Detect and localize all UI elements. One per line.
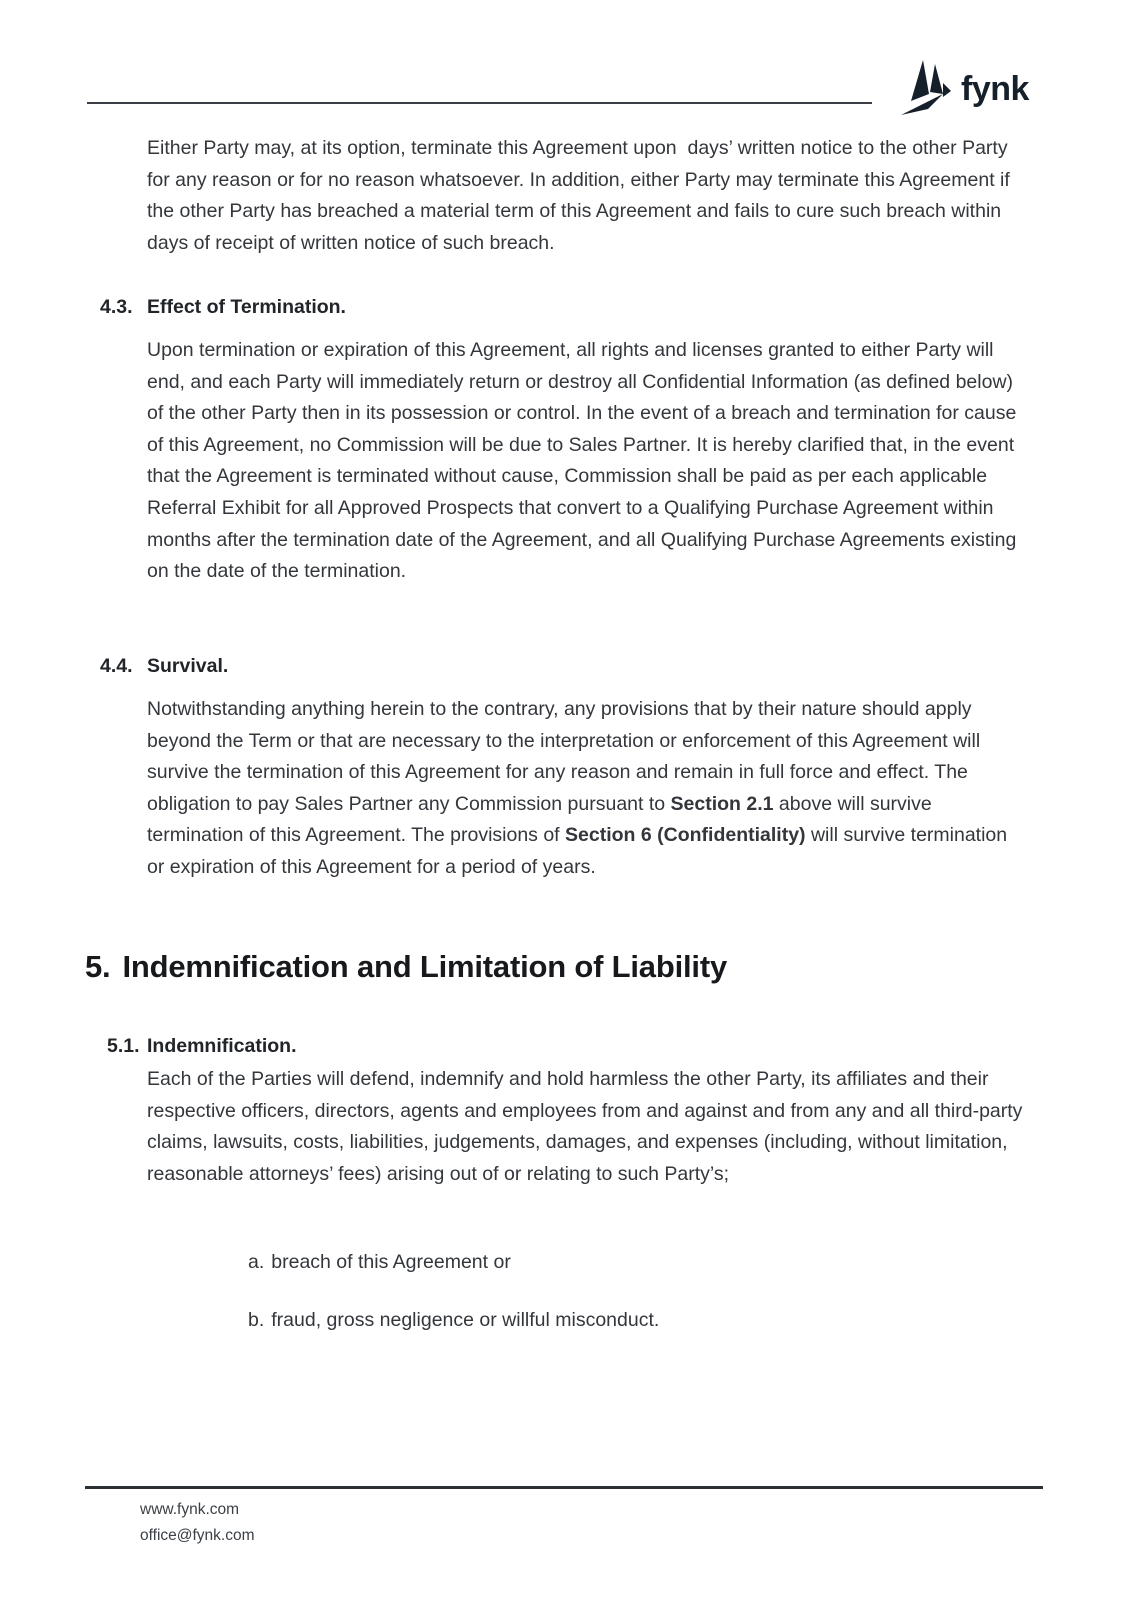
intro-paragraph: Either Party may, at its option, terminate this Agreement upon days’ written notice to the other Party for any reason or for no reason whatsoever. In addition, either Party may terminate this Agreement if the other Party has breached a material term of this Agreement and fails to cure such breach within days of receipt of written notice of such breach.: [147, 137, 1010, 254]
section-title: Effect of Termination.: [147, 296, 346, 318]
heading-4-3: [100, 294, 346, 320]
section-number: 5.: [85, 949, 111, 984]
footer-divider: [85, 1486, 1043, 1489]
heading-5-1: [107, 1033, 297, 1059]
brand-name: fynk: [961, 70, 1029, 108]
list-marker: a.: [248, 1251, 265, 1273]
fynk-logo: [899, 58, 1029, 120]
section-number: 4.3.: [100, 296, 133, 318]
paragraph-4-3: Upon termination or expiration of this Agreement, all rights and licenses granted to either Party will end, and each Party will immediately return or destroy all Confidential Information (as defined below) of the other Party then in its possession or control. In the event of a breach and termination for cause of this Agreement, no Commission will be due to Sales Partner. It is hereby clarified that, in the event that the Agreement is terminated without cause, Commission shall be paid as per each applicable Referral Exhibit for all Approved Prospects that convert to a Qualifying Purchase Agreement within months after the termination date of the Agreement, and all Qualifying Purchase Agreements existing on the date of the termination.: [147, 339, 1017, 583]
section-number: 5.1.: [107, 1035, 140, 1057]
footer-website: www.fynk.com: [140, 1501, 240, 1518]
list-item-a: [248, 1248, 511, 1276]
list-marker: b.: [248, 1309, 265, 1331]
paragraph-5-1: Each of the Parties will defend, indemnify and hold harmless the other Party, its affiliates and their respective officers, directors, agents and employees from and against and from any and all third-party claims, lawsuits, costs, liabilities, judgements, damages, and expenses (including, without limitation, reasonable attorneys’ fees) arising out of or relating to such Party’s;: [147, 1068, 1023, 1185]
section-title: Indemnification and Limitation of Liability: [122, 949, 727, 984]
section-title: Survival.: [147, 655, 229, 677]
heading-section-5: [85, 948, 727, 986]
footer-email: office@fynk.com: [140, 1527, 255, 1544]
footer: [140, 1497, 255, 1549]
section-number: 4.4.: [100, 655, 133, 677]
header-divider: [87, 102, 872, 104]
list-text: breach of this Agreement or: [271, 1251, 511, 1273]
section-title: Indemnification.: [147, 1035, 297, 1057]
heading-4-4: [100, 653, 228, 679]
origami-crane-icon: [899, 58, 951, 120]
list-text: fraud, gross negligence or willful misconduct.: [271, 1309, 660, 1331]
paragraph-4-4: Notwithstanding anything herein to the contrary, any provisions that by their nature should apply beyond the Term or that are necessary to the interpretation or enforcement of this Agreement will survive the termination of this Agreement for any reason and remain in full force and effect. The obligation to pay Sales Partner any Commission pursuant to Section 2.1 above will survive termination of this Agreement. The provisions of Section 6 (Confidentiality) will survive termination or expiration of this Agreement for a period of years.: [147, 698, 1008, 878]
list-item-b: [248, 1306, 659, 1334]
